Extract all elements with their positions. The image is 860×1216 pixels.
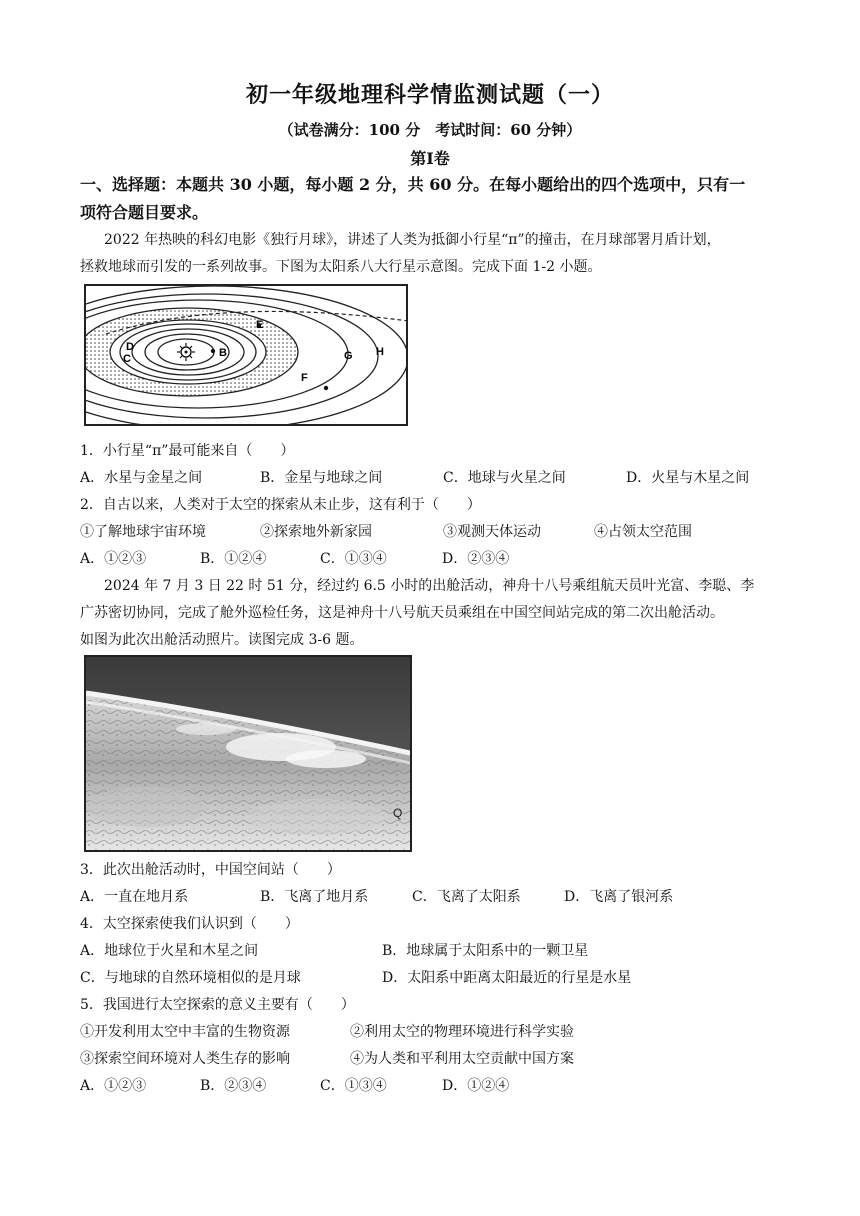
- q1-option-a[interactable]: A．水星与金星之间: [80, 470, 203, 486]
- q3-option-b[interactable]: B．飞离了地月系: [260, 889, 369, 905]
- q2-item-1: ①了解地球宇宙环境: [80, 524, 206, 540]
- section-heading-line1: 一、选择题：本题共 30 小题，每小题 2 分，共 60 分。在每小题给出的四个选项中，只有一: [80, 175, 746, 194]
- passage2-line2: 广苏密切协同，完成了舱外巡检任务，这是神舟十八号航天员乘组在中国空间站完成的第二次出舱活动。: [80, 605, 724, 621]
- planet-dot-b: [211, 349, 215, 353]
- q3-stem: 3．此次出舱活动时，中国空间站（ ）: [80, 862, 341, 878]
- exam-info: （试卷满分：100 分 考试时间：60 分钟）: [278, 121, 582, 139]
- q5-option-c[interactable]: C．①③④: [320, 1078, 387, 1094]
- q2-item-3: ③观测天体运动: [443, 524, 541, 540]
- passage2-line1: 2024 年 7 月 3 日 22 时 51 分，经过约 6.5 小时的出舱活动，神舟十八号乘组航天员叶光富、李聪、李: [104, 578, 755, 594]
- q5-item-1: ①开发利用太空中丰富的生物资源: [80, 1024, 290, 1040]
- q1-option-d[interactable]: D．火星与木星之间: [626, 470, 750, 486]
- label-f: F: [301, 372, 308, 384]
- q4-option-a[interactable]: A．地球位于火星和木星之间: [80, 943, 259, 959]
- q4-option-c[interactable]: C．与地球的自然环境相似的是月球: [80, 970, 301, 986]
- label-e: E: [256, 319, 264, 331]
- q4-option-d[interactable]: D．太阳系中距离太阳最近的行星是水星: [382, 970, 632, 986]
- q3-option-d[interactable]: D．飞离了银河系: [564, 889, 674, 905]
- q2-option-d[interactable]: D．②③④: [442, 551, 510, 567]
- passage2-line3: 如图为此次出舱活动照片。读图完成 3-6 题。: [80, 632, 364, 648]
- label-c: C: [123, 353, 131, 365]
- planet-dot-f: [324, 386, 328, 390]
- q2-stem: 2．自古以来，人类对于太空的探索从未止步，这有利于（ ）: [80, 497, 481, 513]
- q2-option-c[interactable]: C．①③④: [320, 551, 387, 567]
- q2-item-2: ②探索地外新家园: [260, 524, 372, 540]
- svg-text:Q: Q: [393, 806, 403, 820]
- page-title: 初一年级地理科学情监测试题（一）: [245, 82, 614, 108]
- q3-option-c[interactable]: C．飞离了太阳系: [412, 889, 521, 905]
- q4-option-b[interactable]: B．地球属于太阳系中的一颗卫星: [382, 943, 589, 959]
- spacewalk-photo: [84, 655, 412, 852]
- passage1-line2: 拯救地球而引发的一系列故事。下图为太阳系八大行星示意图。完成下面 1-2 小题。: [80, 259, 602, 275]
- label-b: B: [219, 347, 227, 359]
- q5-item-2: ②利用太空的物理环境进行科学实验: [350, 1024, 574, 1040]
- label-h: H: [376, 346, 384, 358]
- q2-item-4: ④占领太空范围: [594, 524, 692, 540]
- solar-system-svg: [86, 286, 406, 424]
- section-heading-line2: 项符合题目要求。: [80, 203, 209, 222]
- q1-option-b[interactable]: B．金星与地球之间: [260, 470, 383, 486]
- q5-option-a[interactable]: A．①②③: [80, 1078, 147, 1094]
- q5-item-3: ③探索空间环境对人类生存的影响: [80, 1051, 290, 1067]
- q1-option-c[interactable]: C．地球与火星之间: [443, 470, 566, 486]
- volume-label: 第Ⅰ卷: [410, 149, 450, 168]
- q5-option-b[interactable]: B．②③④: [200, 1078, 267, 1094]
- q5-stem: 5．我国进行太空探索的意义主要有（ ）: [80, 997, 355, 1013]
- solar-system-diagram: [84, 284, 408, 426]
- q1-stem: 1．小行星“π”最可能来自（ ）: [80, 443, 295, 459]
- q5-option-d[interactable]: D．①②④: [442, 1078, 510, 1094]
- passage1-line1: 2022 年热映的科幻电影《独行月球》，讲述了人类为抵御小行星“π”的撞击，在月球部署月盾计划，: [104, 232, 721, 248]
- q4-stem: 4．太空探索使我们认识到（ ）: [80, 916, 299, 932]
- q3-option-a[interactable]: A．一直在地月系: [80, 889, 189, 905]
- q5-item-4: ④为人类和平利用太空贡献中国方案: [350, 1051, 574, 1067]
- q2-option-a[interactable]: A．①②③: [80, 551, 147, 567]
- spacewalk-photo-svg: [86, 657, 410, 850]
- q2-option-b[interactable]: B．①②④: [200, 551, 267, 567]
- label-g: G: [344, 350, 353, 362]
- label-d: D: [126, 341, 134, 353]
